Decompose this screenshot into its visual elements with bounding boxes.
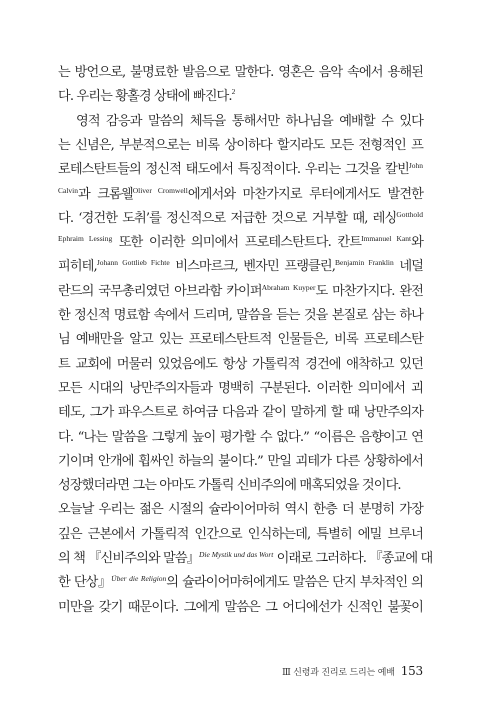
- page-number: 153: [400, 664, 423, 678]
- text-segment: 네덜: [393, 259, 424, 275]
- text-line: [58, 475, 423, 497]
- original-name-gloss: Immanuel Kant: [361, 234, 412, 244]
- text-line: [58, 329, 423, 351]
- text-line: [58, 378, 423, 400]
- text-line: [58, 548, 433, 570]
- text-line: [58, 572, 423, 594]
- text-line: [58, 427, 423, 449]
- text-segment: 로테스탄트들의 정신적 태도에서 특징적이다. 우리는 그것을 칼빈: [58, 162, 409, 178]
- text-segment: 한 단상』: [58, 575, 112, 591]
- text-segment: 는 신념은, 부분적으로는 비록 상이하다 할지라도 모든 전형적인 프: [58, 137, 423, 153]
- text-line: [58, 208, 423, 230]
- text-line: [58, 597, 423, 619]
- original-name-gloss: Gotthold: [396, 209, 423, 219]
- text-line: [58, 305, 423, 327]
- text-segment: 님 예배만을 알고 있는 프로테스탄트적 인물들은, 비록 프로테스탄: [58, 332, 423, 348]
- running-head: Ⅲ 신령과 진리로 드리는 예배: [282, 668, 395, 678]
- text-line: [58, 232, 423, 254]
- original-name-gloss: Oliver Cromwell: [132, 185, 188, 195]
- text-segment: 영적 감응과 말씀의 체득을 통해서만 하나님을 예배할 수 있다: [76, 113, 423, 129]
- original-name-gloss: Benjamin Franklin: [335, 258, 394, 268]
- text-line: [58, 499, 423, 521]
- original-name-gloss: Ephraim Lessing: [58, 234, 113, 244]
- text-segment: 의 슐라이어마허에게도 말씀은 단지 부차적인 의: [166, 575, 423, 591]
- text-segment: 깊은 근본에서 가톨릭적 인간으로 인식하는데, 특별히 에밀 브루너: [58, 526, 423, 542]
- text-line: [58, 354, 423, 376]
- text-line: [58, 402, 423, 424]
- text-segment: 성장했더라면 그는 아마도 가톨릭 신비주의에 매혹되었을 것이다.: [58, 478, 401, 494]
- text-line: [58, 524, 423, 546]
- text-line: [58, 281, 423, 303]
- text-segment: 는 방언으로, 불명료한 발음으로 말한다. 영혼은 음악 속에서 용해된: [58, 65, 423, 80]
- text-segment: 미만을 갖기 때문이다. 그에게 말씀은 그 어디에선가 신적인 불꽃이: [58, 599, 423, 615]
- text-line: [58, 451, 423, 473]
- text-segment: 과 크롬웰: [78, 186, 133, 202]
- text-segment: 다. 우리는 황홀경 상태에 빠진다.: [58, 89, 232, 105]
- text-line: [58, 184, 423, 206]
- footnote-marker: 2: [231, 87, 236, 97]
- text-line: [76, 111, 423, 133]
- original-name-gloss: Abraham Kuyper: [261, 282, 316, 292]
- page-footer: [282, 664, 423, 678]
- text-line: [58, 86, 423, 108]
- text-segment: 비스마르크, 벤자민 프랭클린,: [169, 259, 336, 275]
- original-name-gloss: John: [408, 161, 423, 171]
- text-line: [58, 135, 423, 157]
- text-segment: 다. “나는 말씀을 그렇게 높이 평가할 수 없다.” “이름은 음향이고 연: [58, 429, 423, 445]
- original-name-gloss: Johann Gottlieb Fichte: [96, 258, 170, 268]
- text-segment: 와: [411, 235, 423, 251]
- text-segment: 다. ‘경건한 도취’를 정신적으로 저급한 것으로 거부할 때, 레싱: [58, 210, 397, 226]
- text-segment: 한 정신적 명료함 속에서 드리며, 말씀을 듣는 것을 본질로 삼는 하나: [58, 308, 423, 323]
- text-line: [58, 159, 423, 181]
- text-segment: 이래로 그러하다. 『종교에 대: [273, 551, 433, 566]
- text-segment: 피히테,: [58, 259, 97, 275]
- original-name-gloss: Calvin: [58, 185, 78, 195]
- original-name-gloss: Die Mystik und das Wort: [199, 550, 274, 559]
- text-segment: 트 교회에 머물러 있었음에도 항상 가톨릭적 경건에 애착하고 있던: [58, 356, 423, 372]
- text-segment: 도 마찬가지다. 완전: [315, 283, 423, 299]
- text-segment: 또한 이러한 의미에서 프로테스탄트다. 칸트: [112, 235, 362, 251]
- text-segment: 의 책 『신비주의와 말씀』: [58, 551, 200, 566]
- text-segment: 란드의 국무총리였던 아브라함 카이퍼: [58, 283, 262, 299]
- original-name-gloss: Über die Religion: [111, 574, 167, 584]
- text-segment: 에게서와 마찬가지로 루터에게서도 발견한: [187, 186, 423, 202]
- text-line: [58, 256, 423, 278]
- text-line: [58, 62, 423, 84]
- text-segment: 모든 시대의 낭만주의자들과 명백히 구분된다. 이러한 의미에서 괴: [58, 380, 423, 396]
- text-segment: 기이며 안개에 휩싸인 하늘의 불이다.” 만일 괴테가 다른 상황하에서: [58, 453, 423, 469]
- text-segment: 오늘날 우리는 젊은 시절의 슐라이어마허 역시 한층 더 분명히 가장: [58, 502, 423, 518]
- text-segment: 테도, 그가 파우스트로 하여금 다음과 같이 말하게 할 때 낭만주의자: [58, 405, 423, 421]
